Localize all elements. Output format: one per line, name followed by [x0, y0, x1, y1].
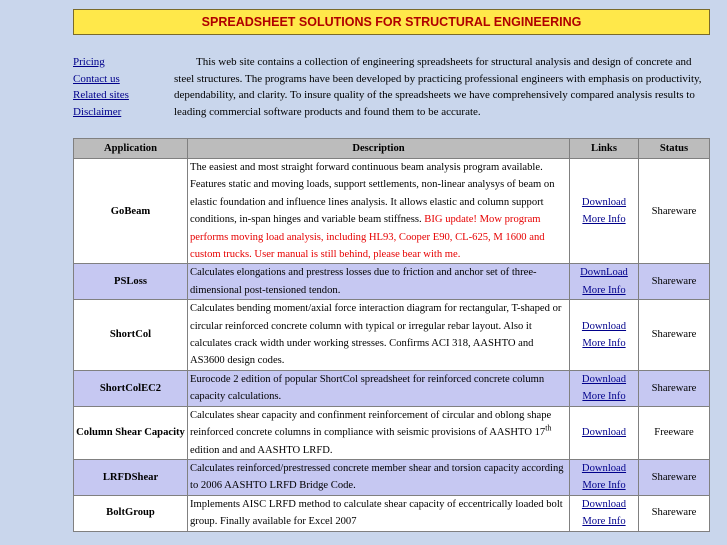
- more-info-link[interactable]: More Info: [582, 391, 626, 403]
- description-text: The easiest and most straight forward continuous beam analysis program available. Features static and moving loads, support settlements, non-linear analysys of beam on elastic foundation and influence lines analysis. It allows elastic and column support conditions, in-span hinges and variable beam stiffness.: [190, 162, 555, 226]
- app-status: Shareware: [639, 495, 710, 531]
- table-row-column-shear: [74, 406, 710, 459]
- app-name: LRFDShear: [74, 459, 188, 495]
- download-link[interactable]: Download: [581, 320, 627, 332]
- app-links: [570, 159, 639, 264]
- app-status: Shareware: [639, 459, 710, 495]
- nav-link-related-sites[interactable]: Related sites: [73, 89, 129, 101]
- app-description: [188, 406, 570, 459]
- description-text-end: edition and and AASHTO LRFD.: [190, 444, 333, 456]
- app-description: Eurocode 2 edition of popular ShortCol spreadsheet for reinforced concrete column capacity calculations.: [188, 370, 570, 406]
- nav-link-pricing[interactable]: Pricing: [73, 56, 105, 68]
- table-row-gobeam: [74, 159, 710, 264]
- app-description: Implements AISC LRFD method to calculate shear capacity of eccentrically loaded bolt group. Finally available for Excel 2007: [188, 495, 570, 531]
- app-status: Freeware: [639, 406, 710, 459]
- app-links: [570, 459, 639, 495]
- app-status: Shareware: [639, 370, 710, 406]
- more-info-link[interactable]: More Info: [582, 338, 626, 350]
- header-links: Links: [570, 139, 639, 159]
- update-notice: BIG update! Mow program performs moving load analysis, including HL93, Cooper E90, CL-625, M 1600 and custom trucks. User manual is still behind, please bear with me.: [190, 214, 545, 261]
- nav-link-contact[interactable]: Contact us: [73, 72, 120, 85]
- app-links: [570, 300, 639, 371]
- table-row-lrfdshear: [74, 459, 710, 495]
- app-links: [570, 370, 639, 406]
- app-name: GoBeam: [74, 159, 188, 264]
- download-link[interactable]: Download: [581, 427, 627, 439]
- description-text: Calculates shear capacity and confinment reinforcement of circular and oblong shape reinforced concrete columns in compliance with seismic provisions of AASHTO 17: [190, 409, 552, 439]
- app-description: [188, 159, 570, 264]
- table-row-boltgroup: [74, 495, 710, 531]
- more-info-link[interactable]: More Info: [582, 516, 626, 528]
- header-description: Description: [188, 139, 570, 159]
- app-links: [570, 264, 639, 300]
- site-title-banner: SPREADSHEET SOLUTIONS FOR STRUCTURAL ENGINEERING: [73, 9, 710, 35]
- superscript: th: [545, 423, 552, 433]
- app-description: Calculates bending moment/axial force interaction diagram for rectangular, T-shaped or circular reinforced concrete column with typical or irregular rebar layout. Also it calculates crack width under working stresses. Confirms ACI 318, AASHTO and AS3600 design codes.: [188, 300, 570, 371]
- app-links: [570, 495, 639, 531]
- download-link[interactable]: Download: [581, 498, 627, 510]
- intro-paragraph: This web site contains a collection of engineering spreadsheets for structural analysis and design of concrete and steel structures. The programs have been developed by practicing professional engineers with emphasis on productivity, dependability, and clarity. To insure quality of the spreadsheets we have comprehensively compared analysis results to leading commercial software products and found them to be accurate.: [174, 56, 702, 118]
- app-status: Shareware: [639, 159, 710, 264]
- table-row-shortcolec2: [74, 370, 710, 406]
- app-status: Shareware: [639, 264, 710, 300]
- app-name: ShortCol: [74, 300, 188, 371]
- side-nav: [73, 54, 153, 120]
- download-link[interactable]: Download: [581, 462, 627, 474]
- download-link[interactable]: Download: [581, 373, 627, 385]
- more-info-link[interactable]: More Info: [582, 284, 626, 296]
- table-header-row: [74, 139, 710, 159]
- app-name: Column Shear Capacity: [74, 406, 188, 459]
- more-info-link[interactable]: More Info: [582, 480, 626, 492]
- table-row-shortcol: [74, 300, 710, 371]
- header-status: Status: [639, 139, 710, 159]
- app-description: Calculates reinforced/prestressed concrete member shear and torsion capacity according to 2006 AASHTO LRFD Bridge Code.: [188, 459, 570, 495]
- header-application: Application: [74, 139, 188, 159]
- app-links: [570, 406, 639, 459]
- app-name: PSLoss: [74, 264, 188, 300]
- download-link[interactable]: Download: [581, 196, 627, 208]
- download-link[interactable]: DownLoad: [580, 267, 628, 279]
- more-info-link[interactable]: More Info: [582, 214, 626, 226]
- nav-link-disclaimer[interactable]: Disclaimer: [73, 105, 122, 118]
- app-status: Shareware: [639, 300, 710, 371]
- app-description: Calculates elongations and prestress losses due to friction and anchor set of three-dimensional post-tensioned tendon.: [188, 264, 570, 300]
- app-name: BoltGroup: [74, 495, 188, 531]
- table-row-psloss: [74, 264, 710, 300]
- applications-table: [73, 138, 710, 532]
- app-name: ShortColEC2: [74, 370, 188, 406]
